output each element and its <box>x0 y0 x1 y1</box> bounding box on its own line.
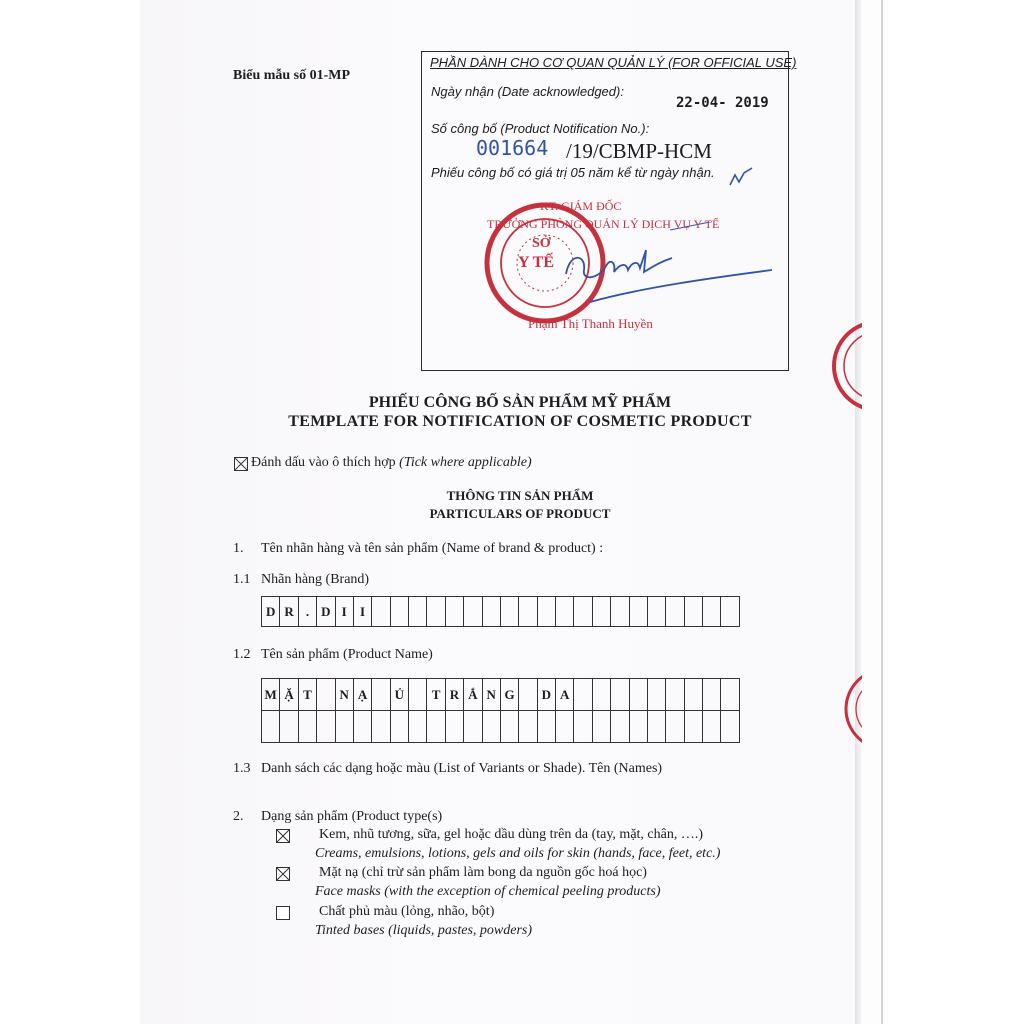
product-name-char-cell <box>262 711 280 743</box>
validity-note: Phiếu công bố có giá trị 05 năm kể từ ngày nhận. <box>431 165 715 180</box>
product-name-char-cell <box>611 679 629 711</box>
brand-char-cell <box>703 597 721 627</box>
brand-char-cell <box>574 597 592 627</box>
product-name-char-cell <box>666 711 684 743</box>
form-number: Biểu mẫu số 01-MP <box>233 68 351 83</box>
brand-char-cell <box>372 597 390 627</box>
product-name-char-cell <box>630 679 648 711</box>
product-name-char-cell <box>483 711 501 743</box>
product-name-char-cell <box>703 679 721 711</box>
product-name-char-cell <box>427 711 445 743</box>
product-name-char-cell: Ặ <box>280 679 298 711</box>
product-name-char-cell <box>446 711 464 743</box>
item-1-label: Tên nhãn hàng và tên sản phẩm (Name of brand & product) : <box>261 541 604 556</box>
brand-char-cell <box>409 597 427 627</box>
item-1-3-number: 1.3 <box>233 761 251 776</box>
official-box-heading: PHẦN DÀNH CHO CƠ QUAN QUẢN LÝ (FOR OFFICIAL USE) <box>430 55 797 70</box>
section-heading-en: PARTICULARS OF PRODUCT <box>429 506 611 521</box>
stamp-title-line2: TRƯỞNG PHÒNG QUẢN LÝ DỊCH VỤ Y TẾ <box>487 217 720 231</box>
product-type-1-vi: Kem, nhũ tương, sữa, gel hoặc dầu dùng trên da (tay, mặt, chân, ….) <box>319 827 704 842</box>
product-name-char-cell: M <box>262 679 280 711</box>
product-name-char-cell <box>721 679 739 711</box>
brand-char-cell: D <box>317 597 335 627</box>
notification-number: 001664 <box>476 136 549 160</box>
product-name-char-cell <box>464 711 482 743</box>
product-name-char-cell <box>409 711 427 743</box>
item-1-3-label: Danh sách các dạng hoặc màu (List of Variants or Shade). Tên (Names) <box>261 761 663 776</box>
product-type-3-vi: Chất phủ màu (lỏng, nhão, bột) <box>319 904 495 919</box>
brand-char-cell: I <box>336 597 354 627</box>
brand-char-cell <box>464 597 482 627</box>
product-name-char-cell <box>372 711 390 743</box>
product-name-char-cell: N <box>336 679 354 711</box>
item-1-2-label: Tên sản phẩm (Product Name) <box>261 647 433 662</box>
brand-char-cell: . <box>299 597 317 627</box>
product-name-char-cell <box>630 711 648 743</box>
product-name-char-cell <box>574 679 592 711</box>
product-name-char-cell: A <box>556 679 574 711</box>
brand-char-cell <box>446 597 464 627</box>
stamp-text-yte: Y TẾ <box>518 254 555 271</box>
product-name-char-cell <box>648 711 666 743</box>
brand-char-cell <box>611 597 629 627</box>
partial-stamp-right-bottom <box>840 664 862 754</box>
brand-char-cell: D <box>262 597 280 627</box>
brand-char-cell <box>483 597 501 627</box>
product-type-checkbox-3[interactable] <box>276 906 290 920</box>
product-name-char-cell: T <box>299 679 317 711</box>
product-type-checkbox-2[interactable] <box>276 867 290 881</box>
stamp-text-so: SỞ <box>532 236 551 251</box>
brand-char-cell <box>427 597 445 627</box>
tick-signature <box>728 167 754 189</box>
product-name-char-cell <box>317 679 335 711</box>
brand-char-cell <box>593 597 611 627</box>
product-name-char-cell <box>354 711 372 743</box>
product-name-char-cell <box>391 711 409 743</box>
product-type-3-en: Tinted bases (liquids, pastes, powders) <box>315 923 533 938</box>
product-name-char-cell: N <box>483 679 501 711</box>
brand-character-grid <box>261 596 740 627</box>
brand-char-cell <box>666 597 684 627</box>
product-name-char-cell: Ủ <box>391 679 409 711</box>
product-name-char-cell <box>317 711 335 743</box>
product-name-char-cell: D <box>538 679 556 711</box>
brand-char-cell <box>630 597 648 627</box>
product-name-char-cell <box>685 679 703 711</box>
product-name-char-cell <box>685 711 703 743</box>
brand-char-cell <box>501 597 519 627</box>
item-2-label: Dạng sản phẩm (Product type(s) <box>261 809 443 824</box>
brand-char-cell <box>685 597 703 627</box>
product-name-char-cell <box>519 679 537 711</box>
product-type-2-en: Face masks (with the exception of chemical peeling products) <box>315 884 661 899</box>
product-name-char-cell <box>409 679 427 711</box>
stamp-title-line1: KT. GIÁM ĐỐC <box>540 199 622 213</box>
brand-char-cell <box>538 597 556 627</box>
product-name-char-cell: G <box>501 679 519 711</box>
product-name-char-cell <box>299 711 317 743</box>
checked-box-icon <box>234 457 248 471</box>
tick-instruction: Đánh dấu vào ô thích hợp (Tick where applicable) <box>251 455 532 470</box>
signer-name: Phạm Thị Thanh Huyền <box>528 316 653 331</box>
handwritten-signature <box>560 222 780 322</box>
product-type-2-vi: Mặt nạ (chỉ trừ sản phẩm làm bong da nguồn gốc hoá học) <box>319 865 647 880</box>
date-acknowledged-label: Ngày nhận (Date acknowledged): <box>431 84 624 99</box>
product-name-char-cell: Ạ <box>354 679 372 711</box>
product-name-char-cell <box>556 711 574 743</box>
product-name-char-cell <box>666 679 684 711</box>
product-name-char-cell <box>280 711 298 743</box>
product-name-character-grid <box>261 678 740 743</box>
product-name-char-cell <box>721 711 739 743</box>
title-vietnamese: PHIẾU CÔNG BỐ SẢN PHẨM MỸ PHẨM <box>368 394 672 411</box>
brand-char-cell <box>391 597 409 627</box>
product-name-char-cell <box>648 679 666 711</box>
product-name-char-cell: R <box>446 679 464 711</box>
product-name-char-cell <box>574 711 592 743</box>
notification-suffix: /19/CBMP-HCM <box>566 139 712 163</box>
product-name-char-cell <box>336 711 354 743</box>
product-name-char-cell <box>501 711 519 743</box>
notification-number-label: Số công bố (Product Notification No.): <box>431 121 650 136</box>
product-name-char-cell <box>703 711 721 743</box>
item-1-1-label: Nhãn hàng (Brand) <box>261 572 370 587</box>
brand-char-cell <box>721 597 739 627</box>
product-name-char-cell: Ắ <box>464 679 482 711</box>
item-1-1-number: 1.1 <box>233 572 251 587</box>
product-name-char-cell <box>519 711 537 743</box>
section-heading-vi: THÔNG TIN SẢN PHẨM <box>446 488 594 503</box>
product-type-checkbox-1[interactable] <box>276 829 290 843</box>
title-english: TEMPLATE FOR NOTIFICATION OF COSMETIC PRODUCT <box>288 413 752 430</box>
item-2-number: 2. <box>233 809 244 824</box>
item-1-number: 1. <box>233 541 244 556</box>
product-name-char-cell <box>593 711 611 743</box>
product-name-char-cell <box>372 679 390 711</box>
brand-char-cell <box>648 597 666 627</box>
product-name-char-cell <box>593 679 611 711</box>
product-type-1-en: Creams, emulsions, lotions, gels and oils for skin (hands, face, feet, etc.) <box>315 846 721 861</box>
date-acknowledged-value: 22-04- 2019 <box>676 95 769 111</box>
brand-char-cell <box>556 597 574 627</box>
brand-char-cell: R <box>280 597 298 627</box>
brand-char-cell <box>519 597 537 627</box>
item-1-2-number: 1.2 <box>233 647 251 662</box>
product-name-char-cell <box>611 711 629 743</box>
brand-char-cell: I <box>354 597 372 627</box>
product-name-char-cell: T <box>427 679 445 711</box>
product-name-char-cell <box>538 711 556 743</box>
